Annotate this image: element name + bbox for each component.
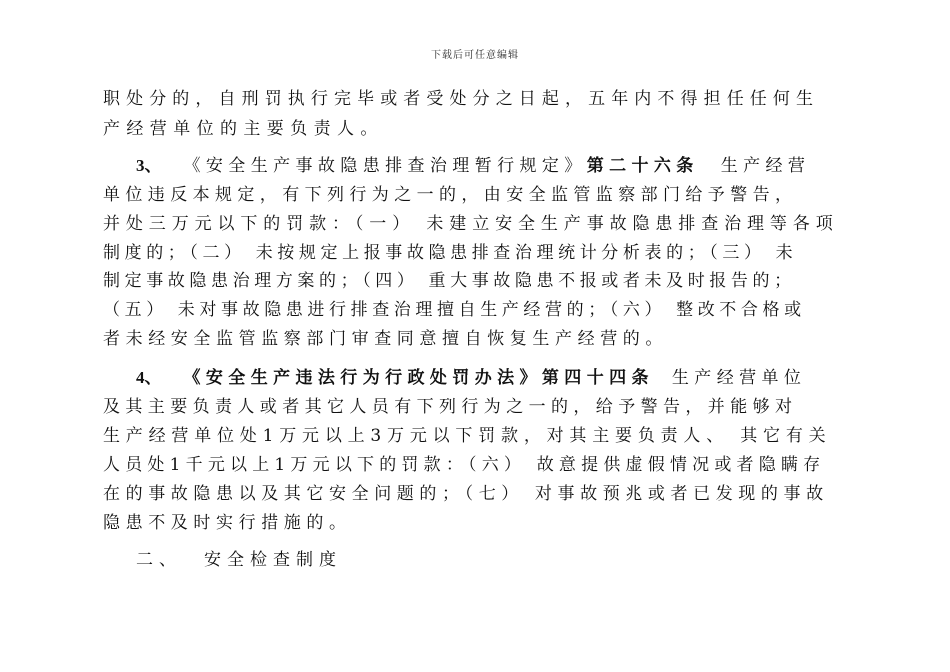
- paragraph-line: 并处三万元以下的罚款：（一） 未建立安全生产事故隐患排查治理等各项: [103, 214, 839, 234]
- paragraph-line: 隐患不及时实行措施的。: [103, 513, 352, 533]
- item-3-line1-rest: 生产经营: [720, 156, 811, 176]
- paragraph-line: 生产经营单位处1万元以上3万元以下罚款，对其主要负责人、 其它有关: [103, 426, 832, 446]
- item-3-heading: [136, 153, 810, 179]
- item-3-article: 第二十六条: [586, 156, 699, 176]
- section-2-heading: [136, 547, 342, 573]
- paragraph-line: 在的事故隐患以及其它安全问题的；（七） 对事故预兆或者已发现的事故: [103, 484, 829, 504]
- paragraph-line: 制度的；（二） 未按规定上报事故隐患排查治理统计分析表的；（三） 未: [103, 243, 798, 263]
- paragraph-line: 职处分的，自刑罚执行完毕或者受处分之日起，五年内不得担任任何生: [103, 89, 820, 109]
- paragraph-line: 者未经安全监管监察部门审查同意擅自恢复生产经营的。: [103, 329, 668, 349]
- paragraph-line: 单位违反本规定，有下列行为之一的，由安全监管监察部门给予警告，: [103, 185, 798, 205]
- paragraph-line: （五） 未对事故隐患进行排查治理擅自生产经营的；（六） 整改不合格或: [103, 300, 806, 320]
- item-4-line1-rest: 生产经营单位: [671, 368, 807, 388]
- item-4-heading: [136, 365, 806, 391]
- page-header: 下载后可任意编辑: [431, 50, 519, 61]
- item-4-title: 《安全生产违法行为行政处罚办法》第四十四条: [183, 368, 654, 388]
- item-4-number: 4、: [136, 368, 162, 387]
- paragraph-line: 产经营单位的主要负责人。: [103, 119, 384, 139]
- item-3-title: 《安全生产事故隐患排查治理暂行规定》: [183, 156, 587, 176]
- section-2-number: 二、: [136, 550, 182, 570]
- section-2-title: 安全检查制度: [204, 550, 342, 570]
- item-3-number: 3、: [136, 156, 162, 175]
- paragraph-line: 及其主要负责人或者其它人员有下列行为之一的，给予警告，并能够对: [103, 397, 798, 417]
- paragraph-line: 制定事故隐患治理方案的；（四） 重大事故隐患不报或者未及时报告的；: [103, 271, 796, 291]
- paragraph-line: 人员处1千元以上1万元以下的罚款：（六） 故意提供虚假情况或者隐瞒存: [103, 455, 826, 475]
